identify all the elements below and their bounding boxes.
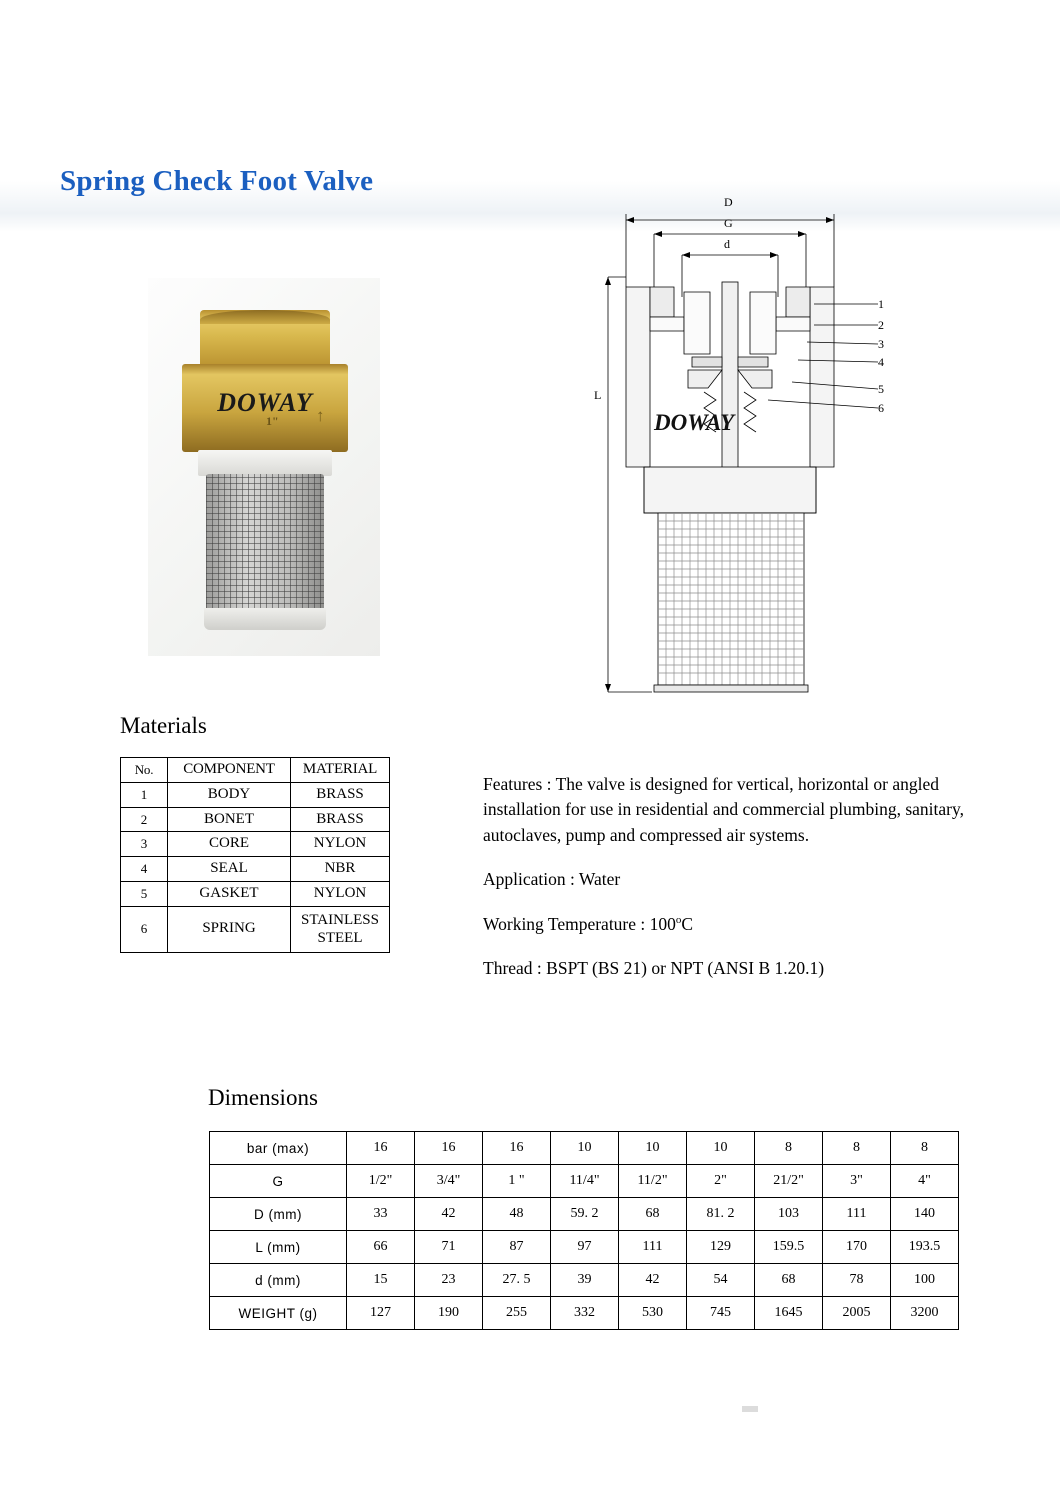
dimension-cell: 1645	[755, 1297, 823, 1330]
dimension-cell: 33	[347, 1198, 415, 1231]
dimension-cell: 8	[755, 1132, 823, 1165]
dimension-row-label: WEIGHT (g)	[210, 1297, 347, 1330]
dimension-cell: 21/2"	[755, 1165, 823, 1198]
dimension-cell: 42	[415, 1198, 483, 1231]
dimension-cell: 54	[687, 1264, 755, 1297]
dimension-row-label: L (mm)	[210, 1231, 347, 1264]
dimension-cell: 11/2"	[619, 1165, 687, 1198]
callout-2: 2	[878, 318, 884, 332]
material-component: BODY	[168, 782, 291, 807]
material-no: 4	[121, 857, 168, 882]
dimension-label-L: L	[594, 388, 602, 402]
dimension-label-G: G	[724, 216, 733, 230]
material-material: STAINLESS STEEL	[291, 906, 390, 953]
dimension-row-label: bar (max)	[210, 1132, 347, 1165]
dimension-cell: 100	[891, 1264, 959, 1297]
dimension-cell: 68	[619, 1198, 687, 1231]
features-text: Features : The valve is designed for vertical, horizontal or angled installation for use in residential and commercial plumbing, sanitary, autoclaves, pump and compressed air systems.	[483, 774, 964, 845]
dimension-cell: 170	[823, 1231, 891, 1264]
dimension-cell: 1 "	[483, 1165, 551, 1198]
material-component: SPRING	[168, 906, 291, 953]
dimensions-table	[209, 1131, 959, 1330]
valve-strainer-mesh	[206, 474, 324, 616]
table-row	[210, 1198, 959, 1231]
material-component: CORE	[168, 832, 291, 857]
material-component: SEAL	[168, 857, 291, 882]
dimension-cell: 3"	[823, 1165, 891, 1198]
dimension-cell: 129	[687, 1231, 755, 1264]
dimension-cell: 159.5	[755, 1231, 823, 1264]
dimension-cell: 8	[823, 1132, 891, 1165]
dimension-label-d: d	[724, 237, 730, 251]
dimension-row-label: d (mm)	[210, 1264, 347, 1297]
dimension-cell: 3200	[891, 1297, 959, 1330]
dimension-cell: 97	[551, 1231, 619, 1264]
valve-white-ring	[198, 450, 332, 476]
technical-drawing	[592, 192, 922, 712]
material-no: 5	[121, 881, 168, 906]
dimension-cell: 140	[891, 1198, 959, 1231]
table-row	[121, 832, 390, 857]
dimension-cell: 23	[415, 1264, 483, 1297]
table-row	[121, 782, 390, 807]
table-row	[210, 1132, 959, 1165]
table-row	[210, 1297, 959, 1330]
page-title: Spring Check Foot Valve	[60, 165, 374, 197]
product-photo	[148, 278, 380, 656]
material-component: BONET	[168, 807, 291, 832]
page-footer-mark	[742, 1406, 758, 1412]
dimension-cell: 81. 2	[687, 1198, 755, 1231]
table-row	[121, 881, 390, 906]
dimension-row-label: G	[210, 1165, 347, 1198]
dimension-cell: 103	[755, 1198, 823, 1231]
dimension-cell: 39	[551, 1264, 619, 1297]
table-row	[210, 1264, 959, 1297]
degree-symbol: o	[675, 913, 682, 926]
materials-table	[120, 757, 390, 953]
dimension-label-D: D	[724, 195, 733, 209]
working-temperature-text	[483, 912, 995, 937]
technical-drawing-svg	[592, 192, 922, 712]
dimension-cell: 71	[415, 1231, 483, 1264]
materials-col-material: MATERIAL	[291, 758, 390, 783]
table-row	[121, 857, 390, 882]
photo-brand-label: DOWAY	[217, 388, 313, 417]
dimension-cell: 8	[891, 1132, 959, 1165]
dimension-cell: 255	[483, 1297, 551, 1330]
dimension-cell: 1/2"	[347, 1165, 415, 1198]
dimension-cell: 68	[755, 1264, 823, 1297]
material-no: 1	[121, 782, 168, 807]
valve-brass-body	[182, 364, 348, 452]
dimension-cell: 66	[347, 1231, 415, 1264]
material-material: NYLON	[291, 832, 390, 857]
table-row	[121, 807, 390, 832]
dimension-cell: 111	[823, 1198, 891, 1231]
dimension-cell: 2"	[687, 1165, 755, 1198]
material-material: BRASS	[291, 807, 390, 832]
valve-photograph-illustration	[148, 278, 380, 656]
dimension-cell: 2005	[823, 1297, 891, 1330]
callout-3: 3	[878, 337, 884, 351]
valve-strainer-base	[204, 608, 326, 630]
dimension-cell: 193.5	[891, 1231, 959, 1264]
thread-text: Thread : BSPT (BS 21) or NPT (ANSI B 1.20.1)	[483, 957, 825, 978]
material-material: NYLON	[291, 881, 390, 906]
dimensions-heading: Dimensions	[208, 1085, 318, 1110]
dimension-cell: 16	[347, 1132, 415, 1165]
material-material: BRASS	[291, 782, 390, 807]
dimension-cell: 10	[551, 1132, 619, 1165]
dimension-cell: 87	[483, 1231, 551, 1264]
material-no: 3	[121, 832, 168, 857]
materials-col-no: No.	[121, 758, 168, 783]
callout-1: 1	[878, 297, 884, 311]
working-temperature-suffix: C	[681, 913, 694, 934]
table-row	[210, 1231, 959, 1264]
dimension-cell: 15	[347, 1264, 415, 1297]
dimension-cell: 10	[687, 1132, 755, 1165]
drawing-brand-label: DOWAY	[654, 410, 735, 435]
features-section	[483, 772, 995, 1000]
material-component: GASKET	[168, 881, 291, 906]
materials-col-component: COMPONENT	[168, 758, 291, 783]
dimension-cell: 48	[483, 1198, 551, 1231]
dimension-cell: 111	[619, 1231, 687, 1264]
dimension-cell: 4"	[891, 1165, 959, 1198]
materials-heading: Materials	[120, 713, 207, 738]
material-no: 6	[121, 906, 168, 953]
callout-6: 6	[878, 401, 884, 415]
dimension-cell: 16	[415, 1132, 483, 1165]
dimension-cell: 127	[347, 1297, 415, 1330]
callout-5: 5	[878, 382, 884, 396]
valve-hex-top	[200, 310, 330, 368]
dimension-cell: 745	[687, 1297, 755, 1330]
dimension-cell: 11/4"	[551, 1165, 619, 1198]
dimension-cell: 59. 2	[551, 1198, 619, 1231]
dimension-cell: 3/4"	[415, 1165, 483, 1198]
material-no: 2	[121, 807, 168, 832]
dimension-cell: 190	[415, 1297, 483, 1330]
dimension-cell: 530	[619, 1297, 687, 1330]
table-header-row	[121, 758, 390, 783]
flow-arrow-icon: ↑	[316, 406, 325, 425]
dimension-cell: 78	[823, 1264, 891, 1297]
dimension-cell: 332	[551, 1297, 619, 1330]
dimension-cell: 42	[619, 1264, 687, 1297]
dimension-cell: 10	[619, 1132, 687, 1165]
working-temperature-prefix: Working Temperature : 100	[483, 913, 676, 934]
dimension-cell: 16	[483, 1132, 551, 1165]
dimension-row-label: D (mm)	[210, 1198, 347, 1231]
table-row	[121, 906, 390, 953]
material-material: NBR	[291, 857, 390, 882]
callout-4: 4	[878, 355, 884, 369]
table-row	[210, 1165, 959, 1198]
application-text: Application : Water	[483, 869, 621, 890]
dimension-cell: 27. 5	[483, 1264, 551, 1297]
valve-size-marking: 1"	[266, 414, 279, 428]
